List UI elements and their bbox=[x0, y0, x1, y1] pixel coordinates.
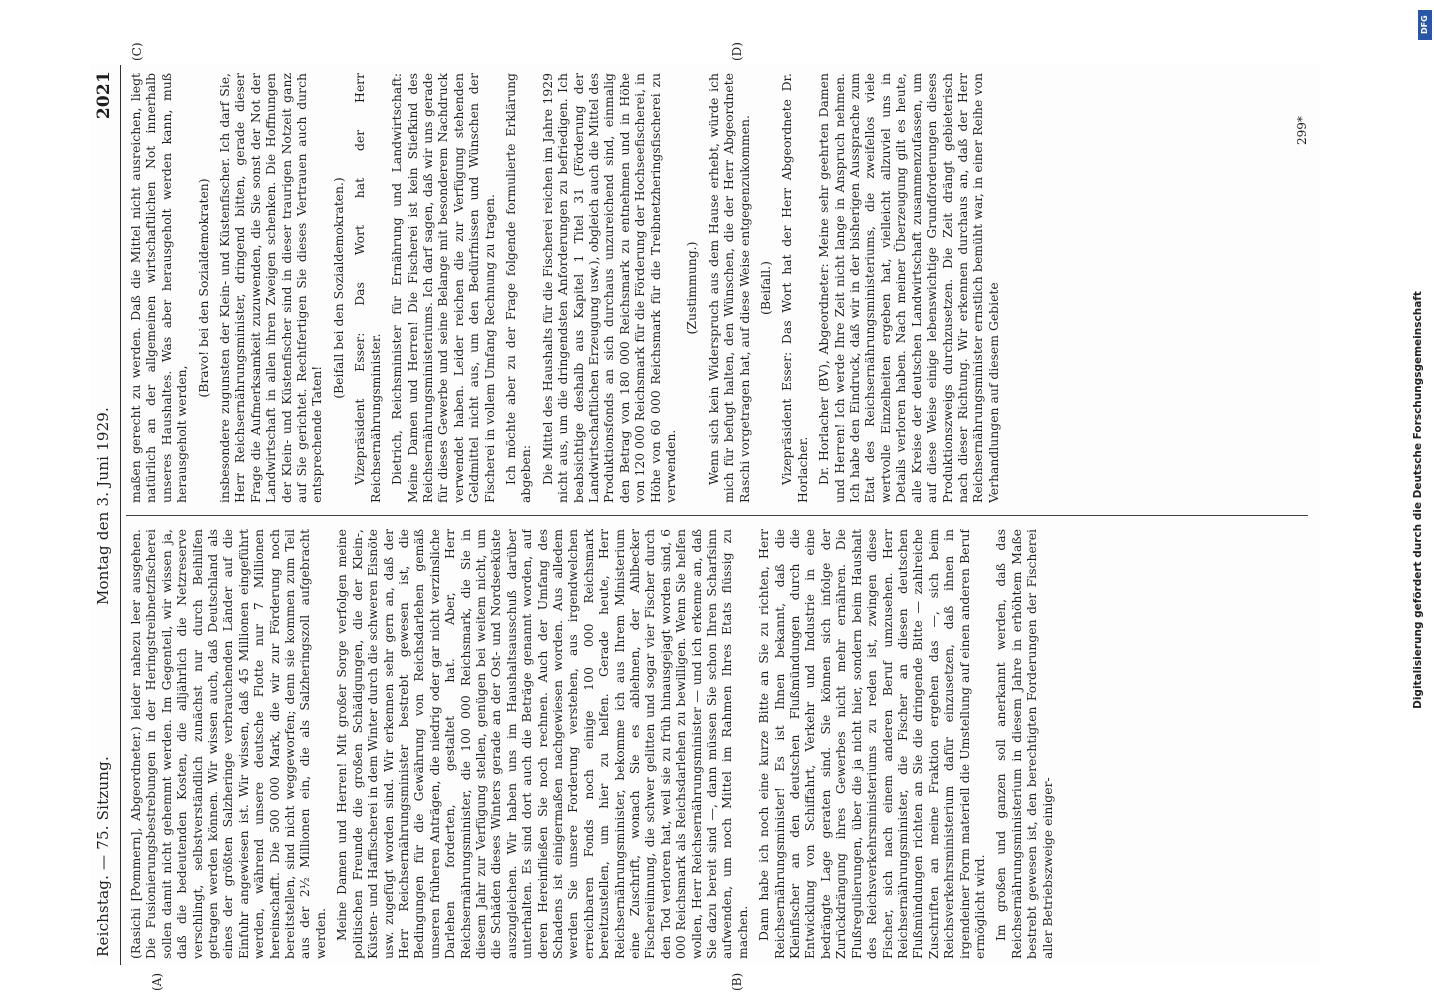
column-divider bbox=[126, 515, 1308, 516]
margin-marker-c: (C) bbox=[130, 42, 144, 61]
right-interjection-3: (Zustimmung.) bbox=[684, 241, 700, 335]
margin-marker-d: (D) bbox=[730, 42, 744, 61]
signature-mark: 299* bbox=[1295, 116, 1309, 145]
right-paragraph-6: Die Mittel des Haushalts für die Fischerei reichen im Jahre 1929 nicht aus, um die dringendsten Anforderungen zu befriedigen. Ich beabsichtige deshalb aus Kapitel 1 Titel 31 (Förderung der Landwirtschaftlichen Erzeugung usw.), obgleich auch die Mittel des Produktionsfonds an sich durchaus unzureichend sind, einmalig den Betrag von 180 000 Reichsmark zu entnehmen und in Höhe von 120 000 Reichsmark für die Förderung der Hochseefischerei, in Höhe von 60 000 Reichsmark für die Treibnetzheringsfischerei zu verwenden. bbox=[539, 73, 678, 503]
header-rule bbox=[120, 65, 121, 965]
page-number: 2021 bbox=[94, 71, 114, 120]
left-column bbox=[128, 529, 1308, 959]
margin-marker-b: (B) bbox=[730, 972, 744, 991]
right-paragraph-4: Dietrich, Reichsminister für Ernährung und Landwirtschaft: Meine Damen und Herren! Die Fischerei ist kein Stiefkind des Reichsernährungsministeriums. Ich darf sagen, daß wir uns gerade für dieses Gewerbe und seine Belange mit besonderem Nachdruck verwendet haben. Leider reichen die zur Verfügung stehenden Geldmittel nicht aus, um den Bedürfnissen und Wünschen der Fischerei in vollem Umfang Rechnung zu tragen. bbox=[389, 73, 497, 503]
margin-marker-a: (A) bbox=[150, 972, 164, 991]
digitization-credit: Digitalisierung gefördert durch die Deutsche Forschungsgemeinschaft bbox=[1412, 291, 1424, 709]
right-column bbox=[128, 73, 1308, 503]
right-paragraph-2: insbesondere zugunsten der Klein- und Küstenfischer. Ich darf Sie, Herr Reichsernährungsminister, dringend bitten, gerade dieser Frage die Aufmerksamkeit zuzuwenden, die Sie sonst der Not der Landwirtschaft in allen ihren Zweigen schenken. Die Hoffnungen der Klein- und Küstenfischer sind in dieser traurigen Notzeit ganz auf Sie gerichtet. Rechtfertigen Sie dieses Vertrauen auch durch entsprechende Taten! bbox=[217, 73, 325, 503]
rotated-document-page bbox=[90, 42, 1320, 991]
dfg-logo: DFG bbox=[1418, 10, 1432, 40]
left-paragraph-3: Dann habe ich noch eine kurze Bitte an Sie zu richten, Herr Reichsernährungsminister! Es ist Ihnen bekannt, daß die Kleinfischer an den deutschen Flußmündungen durch die Entwicklung von Schiffahrt, Verkehr und Industrie in eine bedrängte Lage geraten sind. Sie können sich infolge der Zurückdrängung ihres Gewerbes nicht mehr ernähren. Die Flußregulierungen, über die ja nicht hier, sondern beim Haushalt des Reichsverkehrsministeriums zu reden ist, zwingen diese Fischer, sich nach einem anderen Beruf umzusehen. Herr Reichsernährungsminister, die Fischer an diesen deutschen Flußmündungen richten an Sie die dringende Bitte — zahlreiche Zuschriften an meine Fraktion ergehen das —, sich beim Reichsverkehrsministerium dafür einzusetzen, daß ihnen in irgendeiner Form materiell die Umstellung auf einen anderen Beruf ermöglicht wird. bbox=[756, 529, 987, 959]
right-paragraph-9: Dr. Horlacher (BV), Abgeordneter: Meine sehr geehrten Damen und Herren! Ich werde Ihre Zeit nicht lange in Anspruch nehmen. Ich habe den Eindruck, daß wir in der bisherigen Aussprache zum Etat des Reichsernährungsministeriums, die zweifellos viele wertvolle Einzelheiten ergeben hat, vielleicht allzuviel uns in Details verloren haben. Nach meiner Überzeugung gilt es heute, alle Kreise der deutschen Landwirtschaft zusammenzufassen, um auf diese Weise einige lebenswichtige Grundforderungen dieses Produktionszweigs durchzusetzen. Die Zeit drängt gebieterisch nach dieser Richtung. Wir erkennen durchaus an, daß der Herr Reichsernährungsminister ernstlich bemüht war, in einer Reihe von Verhandlungen auf diesem Gebiete bbox=[816, 73, 1001, 503]
right-paragraph-1: maßen gerecht zu werden. Daß die Mittel nicht ausreichen, liegt natürlich an der allgemeinen wirtschaftlichen Not innerhalb unseres Haushaltes. Was aber herausgeholt werden kann, muß herausgeholt werden, bbox=[128, 73, 190, 503]
right-paragraph-3: Vizepräsident Esser: Das Wort hat der Herr Reichsernährungsminister. bbox=[352, 73, 383, 503]
left-paragraph-1: (Rasichi [Pommern], Abgeordneter.) leider nahezu leer ausgehen. Die Fusionierungsbestrebungen in der Heringstreibnetzfischerei sollen damit nicht gehemmt werden. Im Gegenteil, wir wissen ja, daß die bedeutenden Kosten, die alljährlich die Netzreserve verschlingt, selbstverständlich zunächst nur durch Beihilfen getragen werden können. Wir wissen auch, daß Deutschland als eines der größten Salzheringe verbrauchenden Länder auf die Einfuhr angewiesen ist. Wir wissen, daß 45 Millionen eingeführt werden, während unsere deutsche Flotte nur 7 Millionen hereinschafft. Die 500 000 Mark, die wir zur Förderung noch bereitstellen, sind nicht weggeworfen; denn sie kommen zum Teil aus der 2½ Millionen ein, die als Salzheringszoll aufgebracht werden. bbox=[128, 529, 328, 959]
header-session: Reichstag. — 75. Sitzung. bbox=[94, 756, 112, 957]
right-interjection-1: (Bravo! bei den Sozialdemokraten) bbox=[195, 178, 211, 398]
running-header bbox=[94, 65, 116, 965]
left-paragraph-2: Meine Damen und Herren! Mit großer Sorge verfolgen meine politischen Freunde die großen Schädigungen, die der Klein-, Küsten- und Haffischerei in dem Winter durch die schweren Eisnöte usw. zugefügt worden sind. Wir erkennen sehr gern an, daß der Herr Reichsernährungsminister bestrebt gewesen ist, die Bedingungen für die Gewährung von Reichsdarlehen gemäß unseren früheren Anträgen, die niedrig oder gar nicht verzinsliche Darlehen forderten, gestaltet hat. Aber, Herr Reichsernährungsminister, die 100 000 Reichsmark, die Sie in diesem Jahr zur Verfügung stellen, genügen bei weitem nicht, um die Schäden dieses Winters gerade an der Ost- und Nordseeküste auszugleichen. Wir haben uns im Haushaltsausschuß darüber unterhalten. Es sind dort auch die Beträge genannt worden, auf deren Hereinfließen Sie noch rechnen. Auch der Umfang des Schadens ist einigermaßen nachgewiesen worden. Aus alledem werden Sie unsere Forderung verstehen, aus irgendwelchen erreichbaren Fonds noch einige 100 000 Reichsmark bereitzustellen, um hier zu helfen. Gerade heute, Herr Reichsernährungsminister, bekomme ich aus Ihrem Ministerium eine Zuschrift, wonach Sie es ablehnen, der Ahlbecker Fischereiinnung, die schwer gelitten und sogar vier Fischer durch den Tod verloren hat, weil sie zu früh hinausgejagt worden sind, 6 000 Reichsmark als Reichsdarlehen zu bewilligen. Wenn Sie helfen wollen, Herr Reichsernährungsminister — und ich erkenne an, daß Sie dazu bereit sind —, dann müssen Sie schon Ihren Scharfsinn aufwenden, um noch Mittel im Rahmen Ihres Etats flüssig zu machen. bbox=[334, 529, 750, 959]
right-paragraph-8: Vizepräsident Esser: Das Wort hat der Herr Abgeordnete Dr. Horlacher. bbox=[779, 73, 810, 503]
left-paragraph-4: Im großen und ganzen soll anerkannt werden, daß das Reichsernährungsministerium in diesem Jahre in erhöhtem Maße bestrebt gewesen ist, den berechtigten Forderungen der Fischerei aller Betriebszweige einiger- bbox=[993, 529, 1055, 959]
right-paragraph-5: Ich möchte aber zu der Frage folgende formulierte Erklärung abgeben: bbox=[502, 73, 534, 503]
right-interjection-2: (Beifall bei den Sozialdemokraten.) bbox=[330, 177, 346, 399]
header-date: Montag den 3. Juni 1929. bbox=[94, 406, 112, 605]
right-interjection-4: (Beifall.) bbox=[758, 261, 774, 315]
right-paragraph-7: Wenn sich kein Widerspruch aus dem Hause erhebt, würde ich mich für befugt halten, den Wünschen, die der Herr Abgeordnete Raschi vorgetragen hat, auf diese Weise entgegenzukommen. bbox=[705, 73, 752, 503]
